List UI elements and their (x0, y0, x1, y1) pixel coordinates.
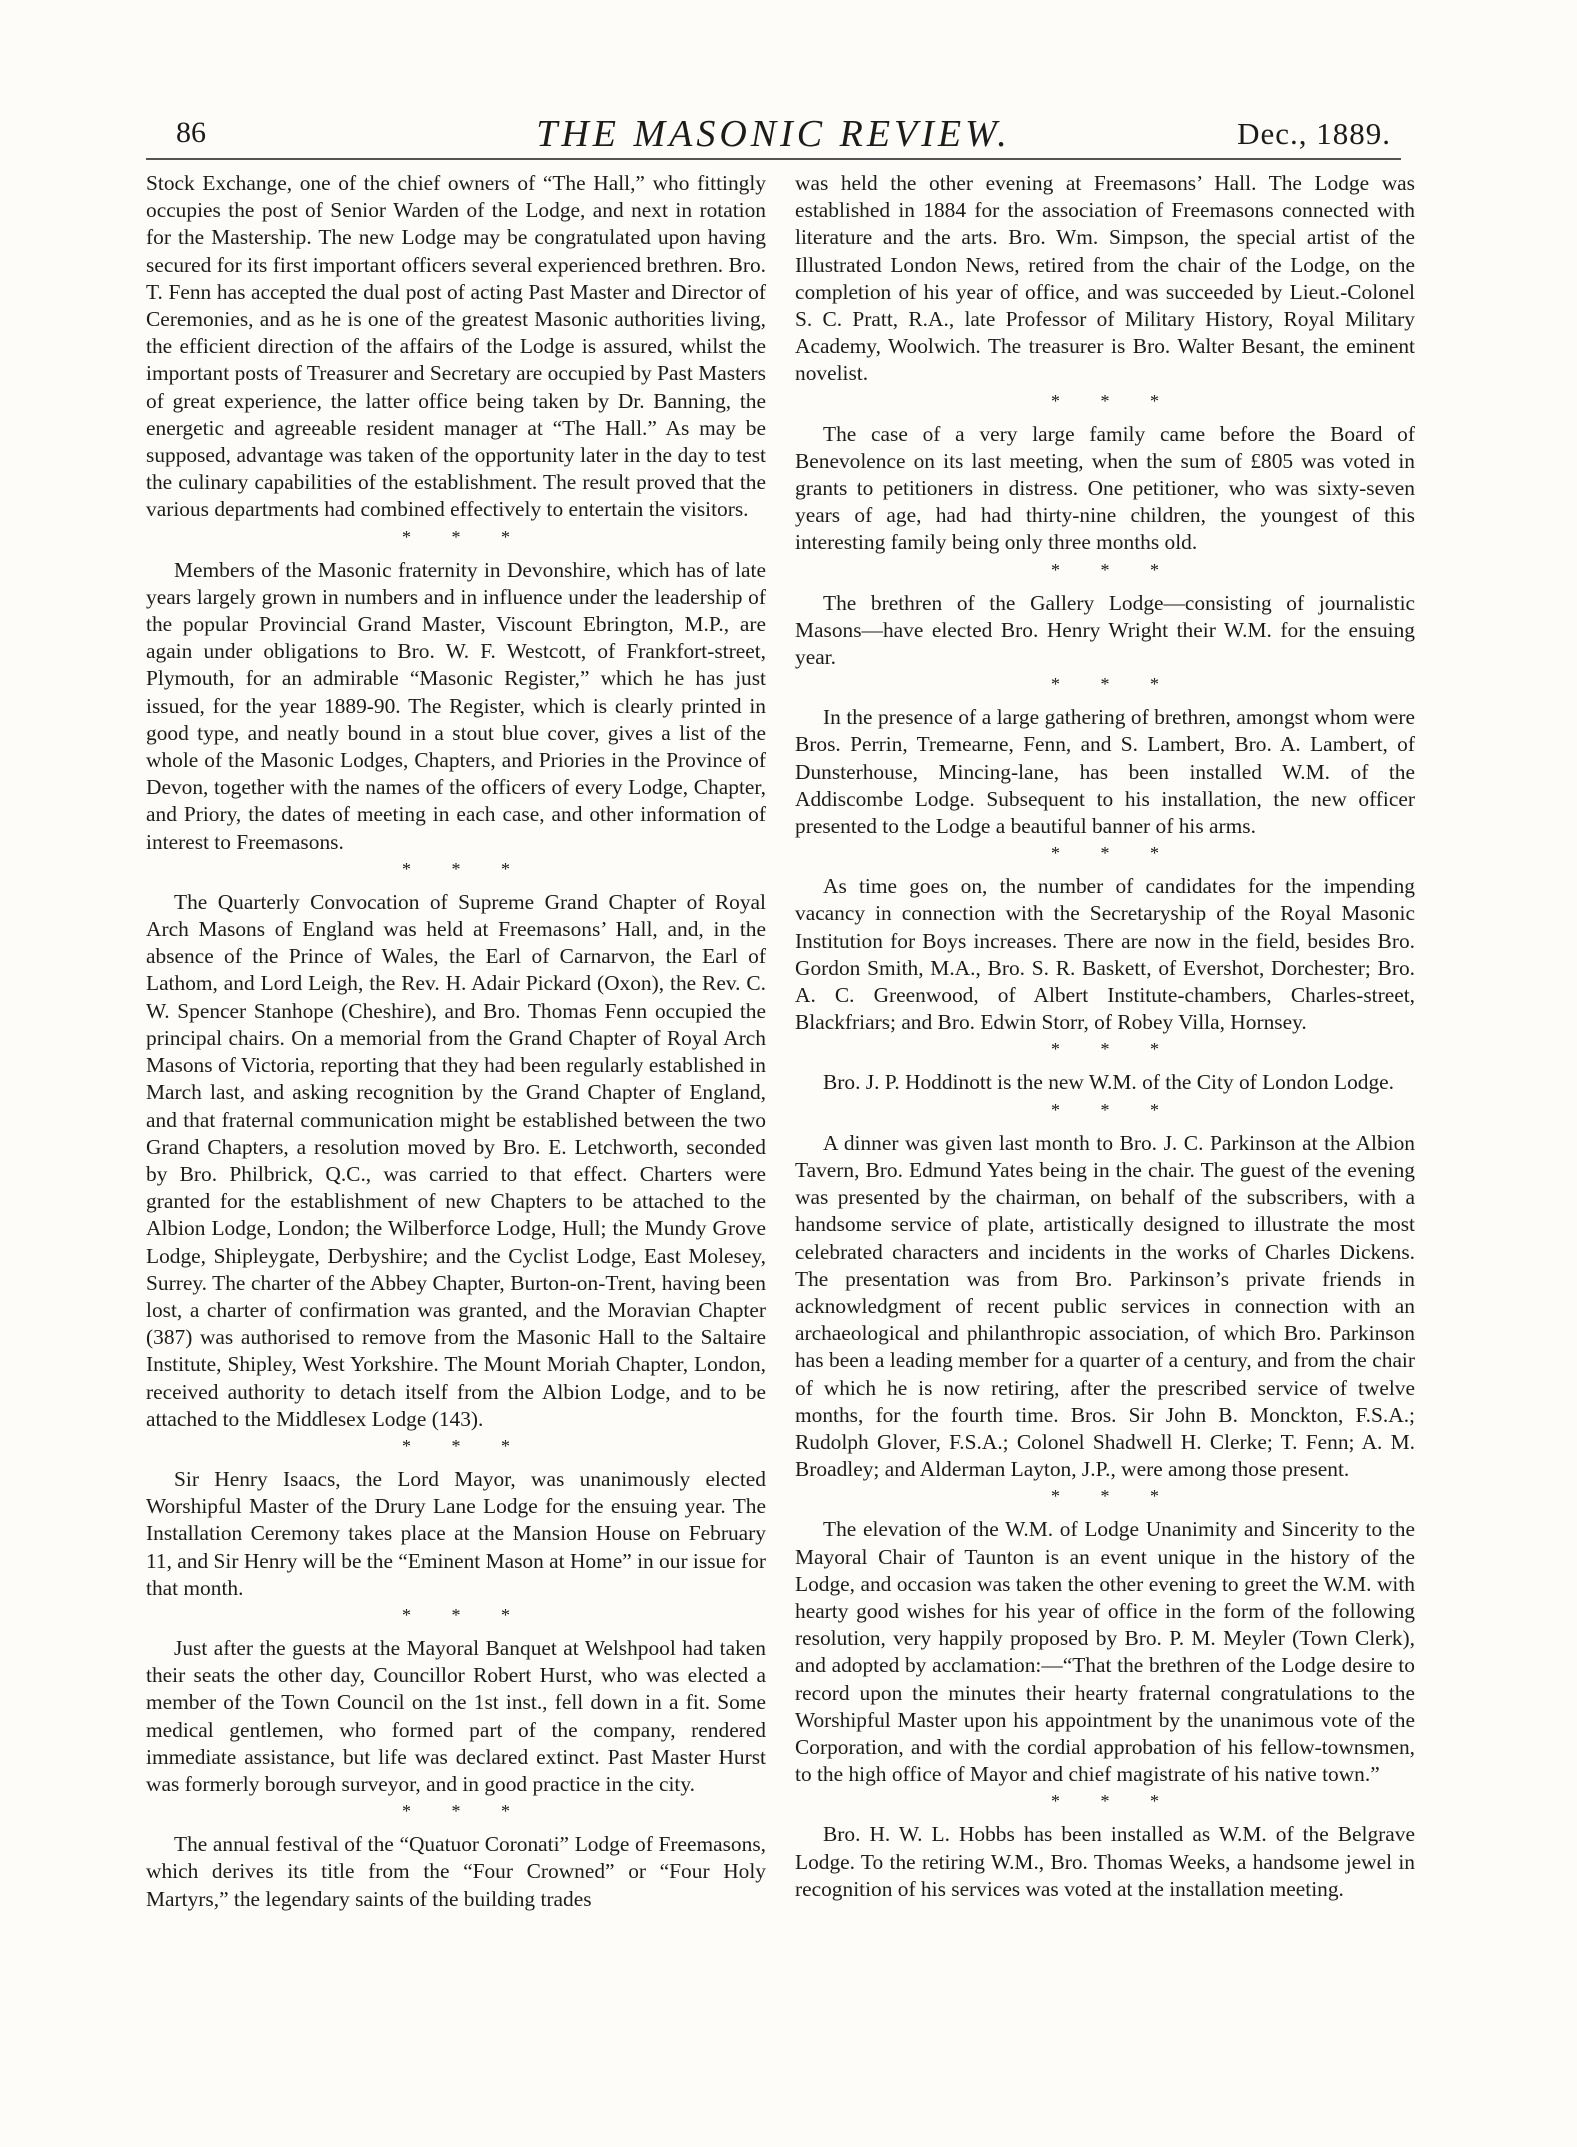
section-separator: * * * (1051, 390, 1177, 411)
section-separator: * * * (1051, 1099, 1177, 1120)
running-title: THE MASONIC REVIEW. (536, 113, 1011, 155)
article-paragraph: Members of the Masonic fraternity in Devonshire, which has of late years largely grown in numbers and in influence under the leadership of the popular Provincial Grand Master, Viscount Ebrington, M.P., are again under obligations to Bro. W. F. Westcott, of Frankfort-street, Plymouth, for an admirable “Masonic Register,” which he has just issued, for the year 1889-90. The Register, which is clearly printed in good type, and neatly bound in a stout blue cover, gives a list of the whole of the Masonic Lodges, Chapters, and Priories in the Province of Devon, together with the names of the officers of every Lodge, Chapter, and Priory, the dates of meeting in each case, and other information of interest to Freemasons. (146, 557, 766, 854)
article-paragraph: A dinner was given last month to Bro. J. C. Parkinson at the Albion Tavern, Bro. Edmund Yates being in the chair. The guest of the evening was presented by the chairman, on behalf of the subscribers, with a handsome service of plate, artistically designed to illustrate the most celebrated characters and incidents in the works of Charles Dickens. The presentation was from Bro. Parkinson’s private friends in acknowledgment of recent public services in connection with an archaeological and philanthropic association, of which Bro. Parkinson has been a leading member for a quarter of a century, and from the chair of which he is now retiring, after the prescribed service of twelve months, for the fourth time. Bros. Sir John B. Monckton, F.S.A.; Rudolph Glover, F.S.A.; Colonel Shadwell H. Clerke; T. Fenn; A. M. Broadley; and Alderman Layton, J.P., were among those present. (795, 1130, 1415, 1482)
page-header (146, 112, 1401, 162)
article-paragraph: In the presence of a large gathering of brethren, amongst whom were Bros. Perrin, Tremearne, Fenn, and S. Lambert, Bro. A. Lambert, of Dunsterhouse, Mincing-lane, has been installed W.M. of the Addiscombe Lodge. Subsequent to his installation, the new officer presented to the Lodge a beautiful banner of his arms. (795, 705, 1415, 839)
article-paragraph: Sir Henry Isaacs, the Lord Mayor, was unanimously elected Worshipful Master of the Drury Lane Lodge for the ensuing year. The Installation Ceremony takes place at the Mansion House on February 11, and Sir Henry will be the “Eminent Mason at Home” in our issue for that month. (146, 1466, 766, 1600)
header-rule (146, 158, 1401, 160)
article-paragraph: Bro. J. P. Hoddinott is the new W.M. of the City of London Lodge. (823, 1070, 1394, 1095)
article-paragraph: As time goes on, the number of candidates for the impending vacancy in connection with the Secretaryship of the Royal Masonic Institution for Boys increases. There are now in the field, besides Bro. Gordon Smith, M.A., Bro. S. R. Baskett, of Evershot, Dorchester; Bro. A. C. Greenwood, of Albert Institute-chambers, Charles-street, Blackfriars; and Bro. Edwin Storr, of Robey Villa, Hornsey. (795, 874, 1415, 1035)
section-separator: * * * (1051, 843, 1177, 864)
section-separator: * * * (1051, 1486, 1177, 1507)
section-separator: * * * (402, 1604, 528, 1625)
article-paragraph: The Quarterly Convocation of Supreme Grand Chapter of Royal Arch Masons of England was held at Freemasons’ Hall, and, in the absence of the Prince of Wales, the Earl of Carnarvon, the Earl of Lathom, and Lord Leigh, the Rev. H. Adair Pickard (Oxon), the Rev. C. W. Spencer Stanhope (Cheshire), and Bro. Thomas Fenn occupied the principal chairs. On a memorial from the Grand Chapter of Royal Arch Masons of Victoria, reporting that they had been regularly established in March last, and asking recognition by the Grand Chapter of England, and that fraternal communication might be established between the two Grand Chapters, a resolution moved by Bro. E. Letchworth, seconded by Bro. Philbrick, Q.C., was carried to that effect. Charters were granted for the establishment of new Chapters to be attached to the Albion Lodge, London; the Wilberforce Lodge, Hull; the Mundy Grove Lodge, Shipleygate, Derbyshire; and the Cyclist Lodge, East Molesey, Surrey. The charter of the Abbey Chapter, Burton-on-Trent, having been lost, a charter of confirmation was granted, and the Moravian Chapter (387) was authorised to remove from the Masonic Hall to the Saltaire Institute, Shipley, West Yorkshire. The Mount Moriah Chapter, London, received authority to detach itself from the Albion Lodge, and to be attached to the Middlesex Lodge (143). (146, 889, 766, 1431)
article-paragraph: Just after the guests at the Mayoral Banquet at Welshpool had taken their seats the other day, Councillor Robert Hurst, who was elected a member of the Town Council on the 1st inst., fell down in a fit. Some medical gentlemen, who formed part of the company, rendered immediate assistance, but life was declared extinct. Past Master Hurst was formerly borough surveyor, and in good practice in the city. (146, 1635, 766, 1796)
right-column (795, 170, 1415, 1903)
article-paragraph: The elevation of the W.M. of Lodge Unanimity and Sincerity to the Mayoral Chair of Taunton is an event unique in the history of the Lodge, and occasion was taken the other evening to greet the W.M. with hearty good wishes for his year of office in the form of the following resolution, very happily proposed by Bro. P. M. Meyler (Town Clerk), and adopted by acclamation:—“That the brethren of the Lodge desire to record upon the minutes their hearty fraternal congratulations to the Worshipful Master upon his appointment by the unanimous vote of the Corporation, and with the cordial approbation of his fellow-townsmen, to the high office of Mayor and chief magistrate of his native town.” (795, 1517, 1415, 1787)
issue-date: Dec., 1889. (1237, 116, 1391, 151)
section-separator: * * * (402, 1435, 528, 1456)
article-paragraph: was held the other evening at Freemasons’ Hall. The Lodge was established in 1884 for the association of Freemasons connected with literature and the arts. Bro. Wm. Simpson, the special artist of the Illustrated London News, retired from the chair of the Lodge, on the completion of his year of office, and was succeeded by Lieut.-Colonel S. C. Pratt, R.A., late Professor of Military History, Royal Military Academy, Woolwich. The treasurer is Bro. Walter Besant, the eminent novelist. (795, 171, 1415, 386)
article-paragraph: The brethren of the Gallery Lodge—consisting of journalistic Masons—have elected Bro. Henry Wright their W.M. for the ensuing year. (795, 590, 1415, 670)
section-separator: * * * (402, 526, 528, 547)
section-separator: * * * (1051, 1791, 1177, 1812)
section-separator: * * * (402, 858, 528, 879)
article-paragraph: Stock Exchange, one of the chief owners of “The Hall,” who fittingly occupies the post of Senior Warden of the Lodge, and next in rotation for the Mastership. The new Lodge may be congratulated upon having secured for its first important officers several experienced brethren. Bro. T. Fenn has accepted the dual post of acting Past Master and Director of Ceremonies, and as he is one of the greatest Masonic authorities living, the efficient direction of the affairs of the Lodge is assured, whilst the important posts of Treasurer and Secretary are occupied by Past Masters of great experience, the latter office being taken by Dr. Banning, the energetic and agreeable resident manager at “The Hall.” As may be supposed, advantage was taken of the opportunity later in the day to test the culinary capabilities of the establishment. The result proved that the various departments had combined effectively to entertain the visitors. (146, 171, 766, 522)
left-column (146, 170, 766, 1913)
article-paragraph: The case of a very large family came before the Board of Benevolence on its last meeting, when the sum of £805 was voted in grants to petitioners in distress. One petitioner, who was sixty-seven years of age, had had thirty-nine children, the youngest of this interesting family being only three months old. (795, 421, 1415, 555)
section-separator: * * * (1051, 674, 1177, 695)
article-paragraph: Bro. H. W. L. Hobbs has been installed as W.M. of the Belgrave Lodge. To the retiring W.M., Bro. Thomas Weeks, a handsome jewel in recognition of his services was voted at the installation meeting. (795, 1822, 1415, 1901)
article-paragraph: The annual festival of the “Quatuor Coronati” Lodge of Freemasons, which derives its title from the “Four Crowned” or “Four Holy Martyrs,” the legendary saints of the building trades (146, 1832, 766, 1911)
section-separator: * * * (402, 1801, 528, 1822)
section-separator: * * * (1051, 1039, 1177, 1060)
page-number: 86 (176, 116, 206, 149)
section-separator: * * * (1051, 559, 1177, 580)
